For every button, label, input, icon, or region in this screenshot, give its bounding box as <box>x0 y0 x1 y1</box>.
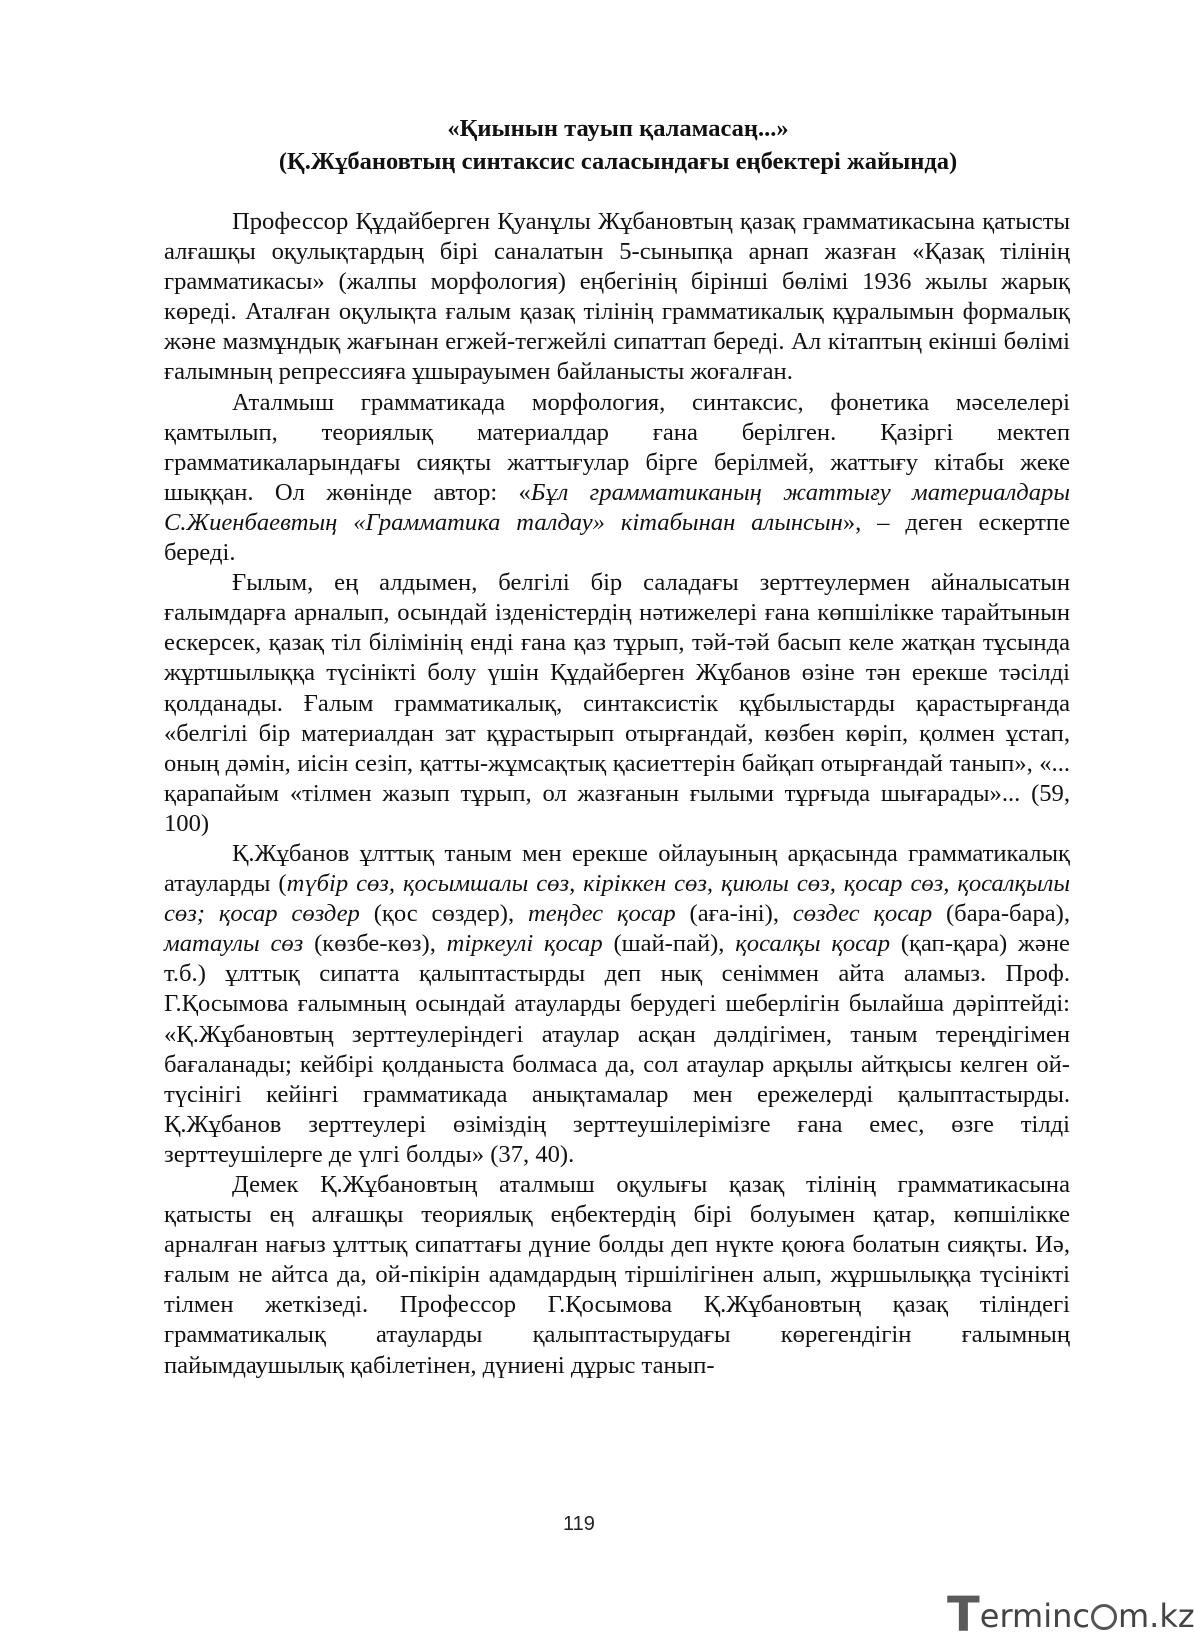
document-title <box>160 112 1076 178</box>
text-run: Профессор Құдайберген Қуанұлы Жұбановтың қазақ грамматикасына қатысты алғашқы оқулықтардың бірі саналатын 5-сыныпқа арнап жазған «Қазақ тілінің грамматикасы» (жалпы морфология) еңбегінің бірінші бөлімі 1936 жылы жарық көреді. Аталған оқулықта ғалым қазақ тілінің грамматикалық құралымын формалық және мазмұндық жағынан егжей-тегжейлі сипаттап береді. Ал кітаптың екінші бөлімі ғалымның репрессияға ұшырауымен байланысты жоғалған. <box>164 208 1070 386</box>
body-text <box>164 207 1070 1381</box>
text-run: Аталмыш грамматикада морфология, синтаксис, фонетика мәселелері қамтылып, теориялық материалдар ғана берілген. Қазіргі мектеп грамматикаларындағы сияқты жаттығулар бірге берілмей, жаттығу кітабы жеке шыққан. Ол жөнінде автор: « <box>164 388 1070 506</box>
italic-quote: Бұл грамматиканың жаттығу материалдары С.Жиенбаевтың «Грамматика талдау» кітабынан алынсын <box>164 478 1070 536</box>
text-run: (қап-қара) және т.б.) ұлттық сипатта қалыптастырды деп нық сеніммен айта аламыз. Проф. Г.Қосымова ғалымның осындай атауларды берудегі шеберлігін былайша дәріптейді: «Қ.Жұбановтың зерттеулеріндегі атаулар асқан дәлдігімен, таным тереңдігімен бағаланады; кейбірі қолданыста болмаса да, сол атаулар арқылы айтқысы келген ой-түсінігі кейінгі грамматикада анықтамалар мен ережелерді қалыптастырды. Қ.Жұбанов зерттеулері өзіміздің зерттеушілерімізге ғана емес, өзге тілді зерттеушілерге де үлгі болды» (37, 40). <box>164 930 1070 1168</box>
paragraph <box>164 388 1070 569</box>
watermark-text: erminc <box>979 1597 1090 1635</box>
title-line-1: «Қиынын тауып қаламасаң...» <box>447 115 789 142</box>
watermark-letter: T <box>947 1587 980 1643</box>
text-run: (қос сөздер), <box>359 900 528 928</box>
text-run: Ғылым, ең алдымен, белгілі бір саладағы зерттеулермен айналысатын ғалымдарға арналып, осындай ізденістердің нәтижелері ғана көпшілікке тарайтынын ескерсек, қазақ тіл білімінің енді ғана қаз тұрып, тәй-тәй басып келе жатқан тұсында жұртшылыққа түсінікті болу үшін Құдайберген Жұбанов өзіне тән ерекше тәсілді қолданады. Ғалым грамматикалық, синтаксистік құбылыстарды қарастырғанда «белгілі бір материалдан зат құрастырып отырғандай, көзбен көріп, қолмен ұстап, оның дәмін, иісін сезіп, қатты-жұмсақтық қасиеттерін байқап отырғандай танып», «... қарапайым «тілмен жазып тұрып, ол жазғанын ғылыми тұрғыда шығарады»... (59, 100) <box>164 569 1070 837</box>
italic-term: теңдес қосар <box>527 900 676 928</box>
text-run: Демек Қ.Жұбановтың аталмыш оқулығы қазақ тілінің грамматикасына қатысты ең алғашқы теориялық еңбектердің бірі болуымен қатар, көпшілікке арналған нағыз ұлттық сипаттағы дүние болды деп нүкте қоюға болатын сияқты. Иә, ғалым не айтса да, ой-пікірін адамдардың тіршілігінен алып, жұршылыққа түсінікті тілмен жеткізеді. Профессор Г.Қосымова Қ.Жұбановтың қазақ тіліндегі грамматикалық атауларды қалыптастырудағы көрегендігін ғалымның пайымдаушылық қабілетінен, дүниені дұрыс танып- <box>164 1171 1070 1379</box>
circle-o-icon <box>1091 1604 1117 1630</box>
italic-term: түбір сөз, қосымшалы сөз, кіріккен сөз, қиюлы сөз, қосар сөз, қосалқылы сөз; қосар сөздер <box>164 870 1070 928</box>
text-run: (шай-пай), <box>602 930 736 958</box>
italic-term: матаулы сөз <box>164 930 304 958</box>
text-run: (көзбе-көз), <box>303 930 447 958</box>
paragraph <box>164 1170 1070 1381</box>
watermark-text: m.kz <box>1117 1597 1195 1635</box>
text-run: (аға-іні), <box>675 900 793 928</box>
paragraph <box>164 568 1070 839</box>
paragraph <box>164 839 1070 1170</box>
text-run: », – деген ескертпе береді. <box>164 508 1070 567</box>
text-run: (бара-бара), <box>932 900 1070 928</box>
text-run: Қ.Жұбанов ұлттық таным мен ерекше ойлауының арқасында грамматикалық атауларды ( <box>164 839 1070 898</box>
italic-term: тіркеулі қосар <box>446 930 603 958</box>
title-line-2: (Қ.Жұбановтың синтаксис саласындағы еңбектері жайында) <box>278 148 958 175</box>
page-number: 119 <box>563 1513 595 1535</box>
italic-term: қосалқы қосар <box>735 930 891 958</box>
watermark-logo <box>947 1583 1195 1643</box>
italic-term: сөздес қосар <box>792 900 933 928</box>
paragraph <box>164 207 1070 388</box>
